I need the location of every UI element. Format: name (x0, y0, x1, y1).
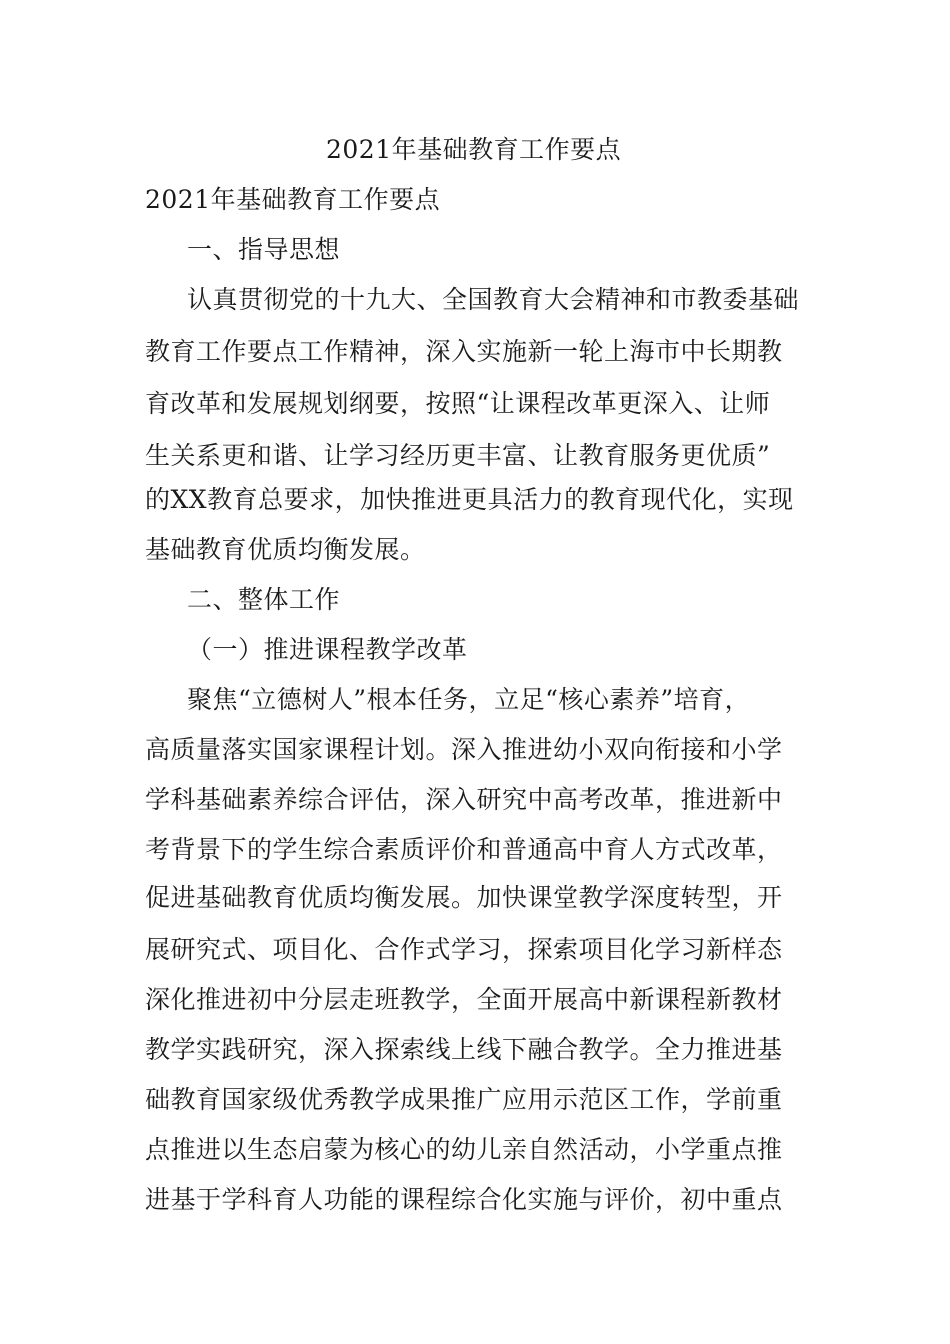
subsection-heading-curriculum-reform: （一）推进课程教学改革 (187, 635, 468, 664)
paragraph-line: 教学实践研究，深入探索线上线下融合教学。全力推进基 (145, 1035, 783, 1064)
document-subtitle: 2021年基础教育工作要点 (145, 185, 441, 214)
paragraph-line: 点推进以生态启蒙为核心的幼儿亲自然活动，小学重点推 (145, 1135, 783, 1164)
section-heading-overall-work: 二、整体工作 (187, 585, 341, 614)
document-title: 2021年基础教育工作要点 (326, 135, 622, 164)
paragraph-line: 认真贯彻党的十九大、全国教育大会精神和市教委基础 (187, 285, 800, 314)
paragraph-line: 高质量落实国家课程计划。深入推进幼小双向衔接和小学 (145, 735, 783, 764)
paragraph-line: 促进基础教育优质均衡发展。加快课堂教学深度转型，开 (145, 883, 783, 912)
paragraph-line: 深化推进初中分层走班教学，全面开展高中新课程新教材 (145, 985, 783, 1014)
paragraph-line: 考背景下的学生综合素质评价和普通高中育人方式改革， (145, 835, 783, 864)
paragraph-line: 的XX教育总要求，加快推进更具活力的教育现代化，实现 (145, 485, 794, 514)
paragraph-line: 进基于学科育人功能的课程综合化实施与评价，初中重点 (145, 1185, 783, 1214)
paragraph-line: 展研究式、项目化、合作式学习，探索项目化学习新样态 (145, 935, 783, 964)
paragraph-line: 学科基础素养综合评估，深入研究中高考改革，推进新中 (145, 785, 783, 814)
section-heading-guiding-ideology: 一、指导思想 (187, 235, 341, 264)
paragraph-line: 育改革和发展规划纲要，按照“让课程改革更深入、让师 (145, 389, 771, 418)
paragraph-line: 生关系更和谐、让学习经历更丰富、让教育服务更优质” (145, 441, 771, 470)
paragraph-line: 教育工作要点工作精神，深入实施新一轮上海市中长期教 (145, 337, 783, 366)
paragraph-line: 基础教育优质均衡发展。 (145, 535, 426, 564)
paragraph-line: 础教育国家级优秀教学成果推广应用示范区工作，学前重 (145, 1085, 783, 1114)
paragraph-line: 聚焦“立德树人”根本任务，立足“核心素养”培育， (187, 685, 751, 714)
